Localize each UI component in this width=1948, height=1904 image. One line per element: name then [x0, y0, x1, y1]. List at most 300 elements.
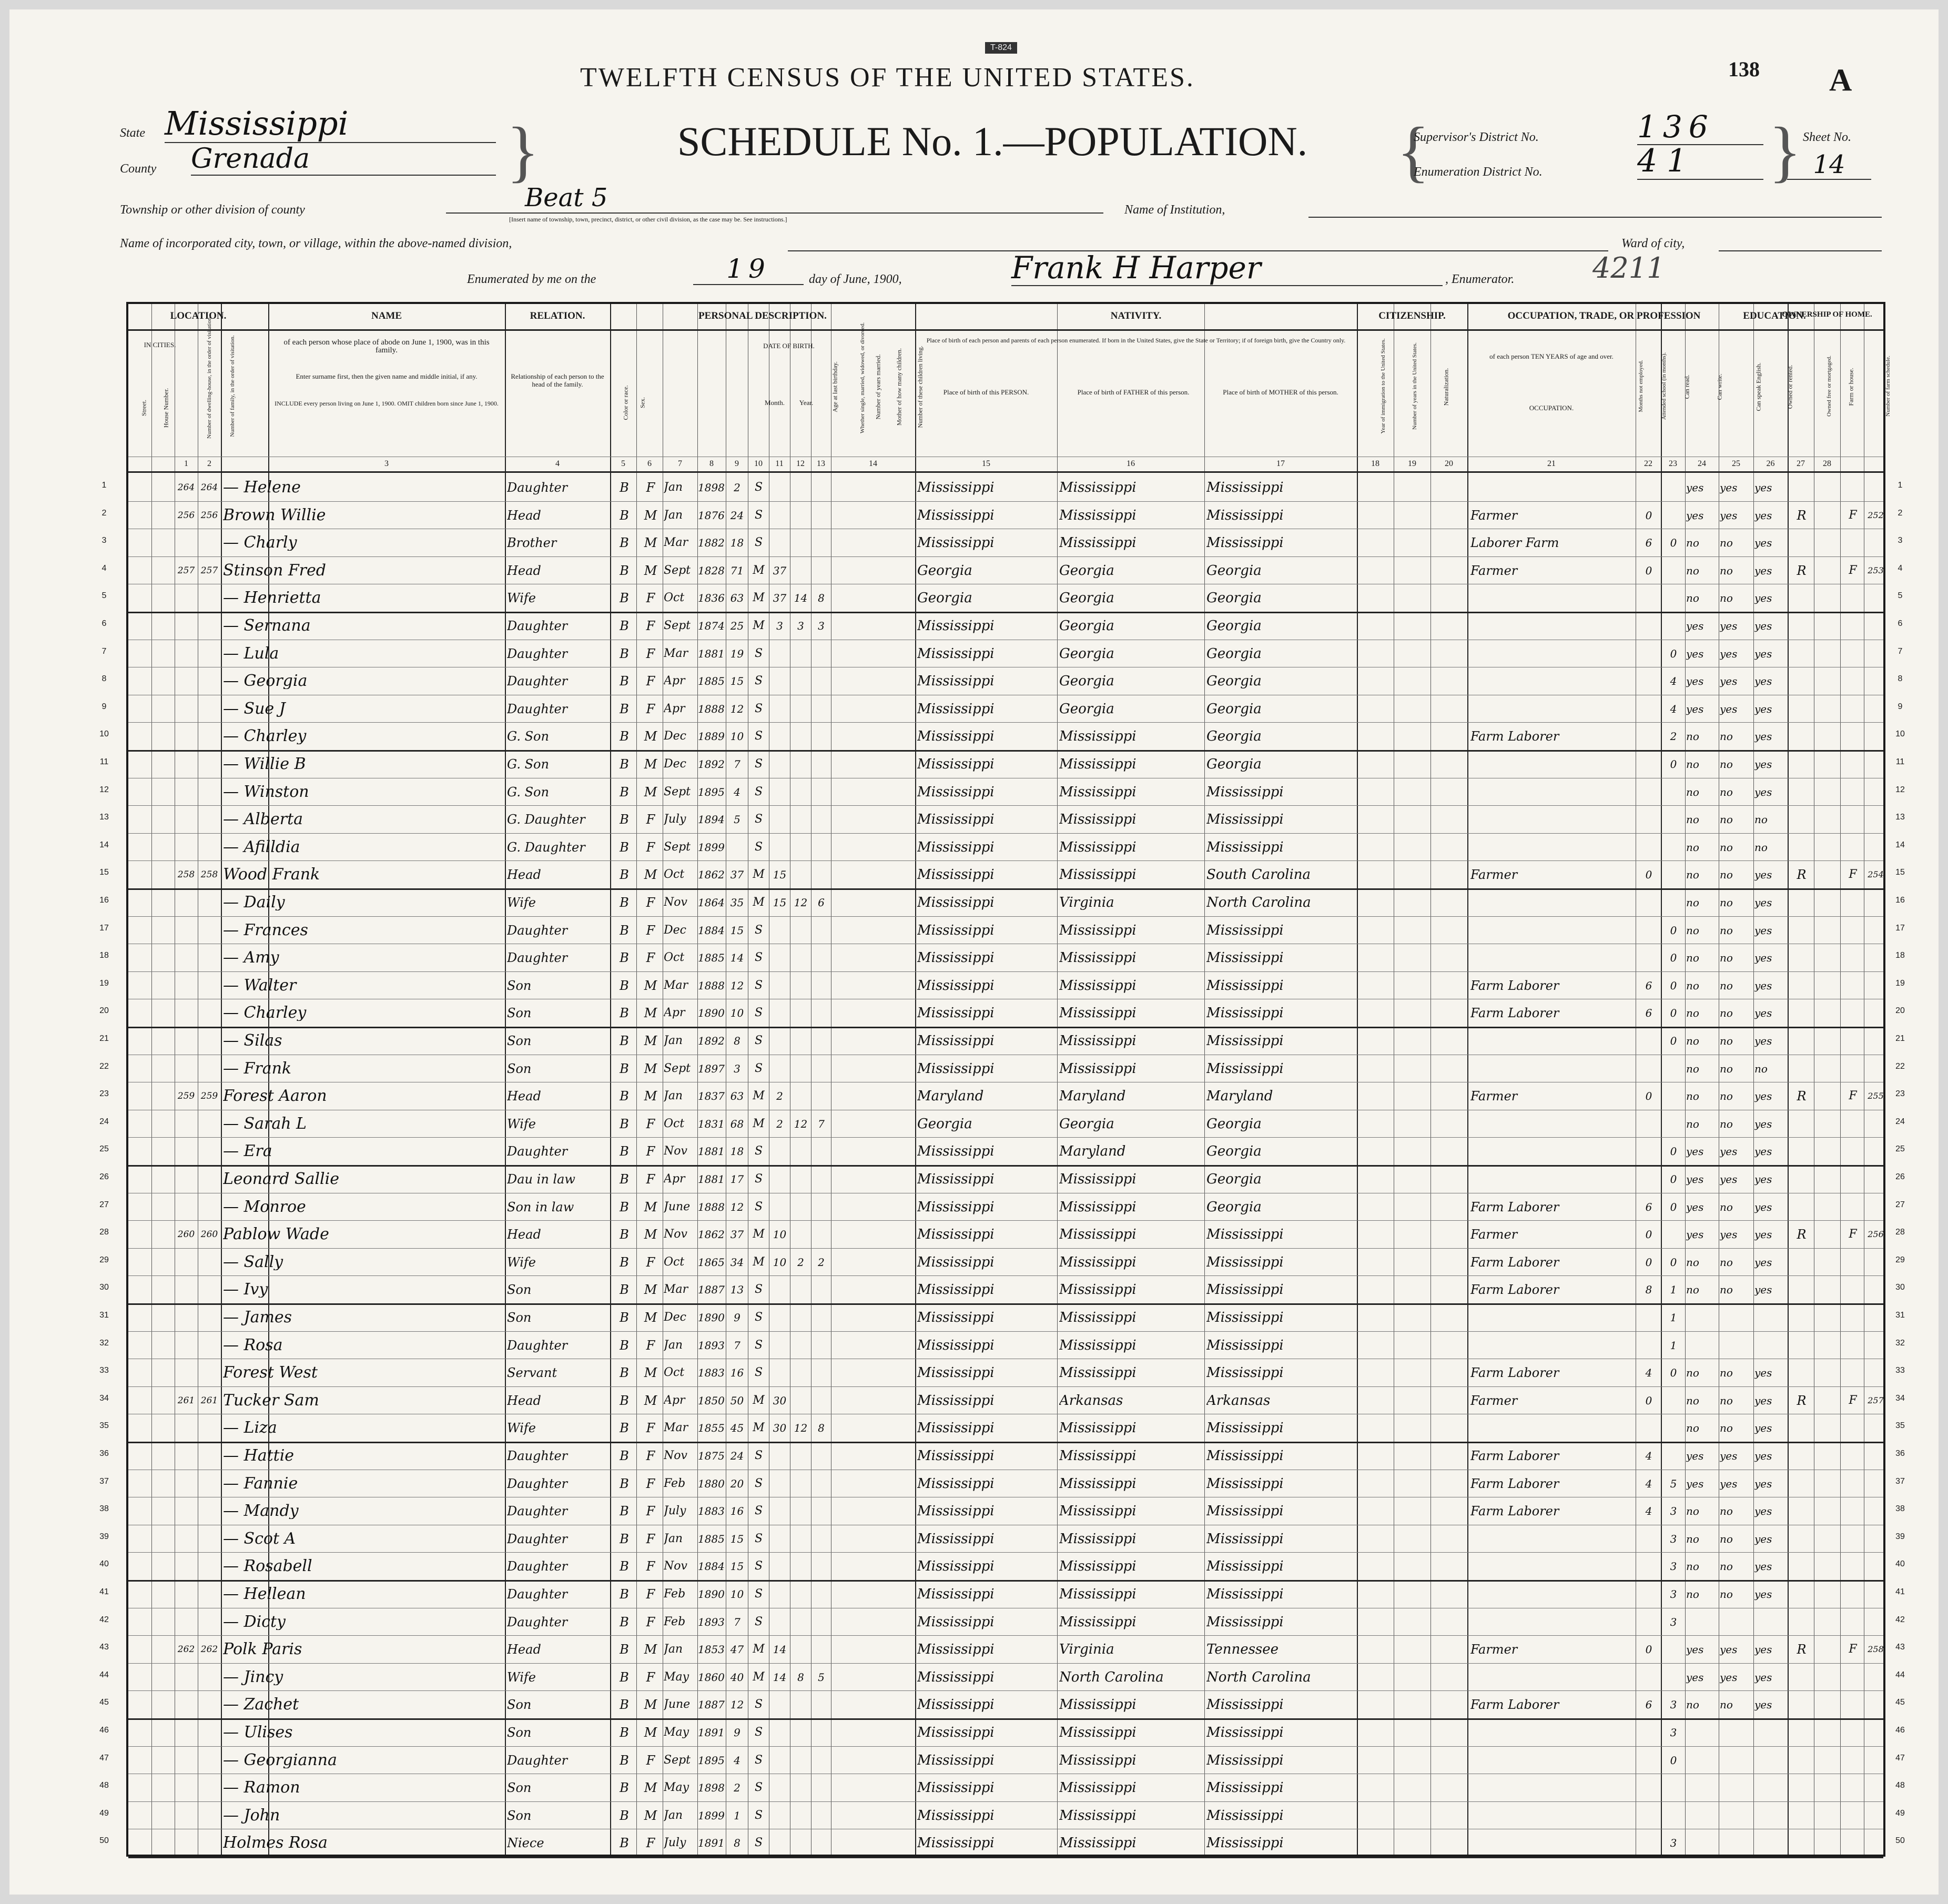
relation: Daughter [507, 923, 568, 938]
age: 4 [734, 785, 740, 798]
can-speak-english: no [1754, 813, 1768, 826]
mother-of [790, 1835, 811, 1851]
birthplace-mother: Georgia [1206, 701, 1262, 717]
column-number: 7 [678, 459, 682, 468]
birthplace-mother: Georgia [1206, 1143, 1262, 1160]
birthplace-father: Mississippi [1059, 1254, 1137, 1270]
birthplace-mother: Mississippi [1206, 1586, 1284, 1602]
dwelling-number [175, 1033, 198, 1049]
farm-or-house [1842, 1697, 1864, 1713]
marital-status: S [754, 1061, 763, 1075]
column-rule [610, 304, 611, 1855]
children-living [811, 1061, 831, 1077]
row-rule [128, 1165, 1883, 1167]
sex: F [646, 1116, 655, 1131]
months-not-employed [1637, 480, 1661, 495]
years-married [769, 784, 790, 800]
sex: F [646, 701, 655, 716]
years-married [769, 1282, 790, 1298]
county-value: Grenada [191, 143, 496, 176]
age: 12 [730, 1698, 744, 1711]
birthplace-person: Mississippi [917, 1392, 995, 1409]
birth-month: Nov [664, 1559, 687, 1573]
can-read: no [1686, 1090, 1699, 1103]
family-number [198, 1282, 221, 1298]
farm-schedule-number [1864, 590, 1888, 606]
can-read: yes [1686, 675, 1704, 688]
birthplace-father: Mississippi [1059, 1725, 1137, 1740]
birth-year: 1862 [698, 1228, 725, 1241]
years-married [769, 1808, 790, 1824]
can-speak-label: Can speak English. [1754, 362, 1762, 411]
line-number-right: 24 [1895, 1117, 1905, 1126]
can-read: yes [1686, 509, 1704, 522]
mother-of [790, 563, 811, 579]
age: 14 [730, 951, 744, 965]
dwelling-number [175, 923, 198, 938]
birthplace-father: Mississippi [1059, 1199, 1137, 1215]
column-rule [1357, 304, 1358, 1855]
column-rule [1753, 304, 1754, 1855]
months-school [1662, 784, 1685, 800]
children-living [811, 1005, 831, 1021]
family-number: 259 [200, 1091, 218, 1102]
owned-rented [1789, 1835, 1814, 1851]
dwelling-number [175, 1061, 198, 1077]
birth-year: 1892 [698, 758, 725, 771]
line-number: 23 [99, 1089, 109, 1099]
can-read: yes [1686, 1670, 1704, 1684]
months-not-employed: 0 [1645, 1394, 1652, 1407]
months-school: 0 [1670, 1366, 1677, 1380]
age: 68 [730, 1117, 744, 1130]
relation: Wife [507, 1116, 536, 1131]
family-number [198, 646, 221, 662]
birth-month: Oct [664, 591, 685, 605]
birth-month: June [664, 1698, 691, 1711]
sex: M [644, 1808, 657, 1823]
owned-rented [1789, 1254, 1814, 1270]
months-not-employed [1637, 1669, 1661, 1685]
can-write: no [1720, 536, 1733, 550]
family-number [198, 1531, 221, 1547]
row-rule [128, 1137, 1883, 1138]
farm-schedule-number: 258 [1868, 1644, 1884, 1655]
color-race: B [620, 1061, 629, 1076]
family-number [198, 701, 221, 717]
occupation: Farm Laborer [1470, 1449, 1559, 1463]
months-school: 2 [1670, 730, 1677, 743]
sex: F [646, 950, 655, 966]
age: 24 [730, 509, 744, 522]
birthplace-person: Mississippi [917, 867, 995, 883]
family-number [198, 1503, 221, 1519]
sex: F [646, 591, 655, 606]
can-speak-english: yes [1754, 1200, 1772, 1213]
mother-of [790, 784, 811, 800]
marital-status: S [754, 1698, 763, 1711]
can-write: yes [1720, 1477, 1738, 1490]
marital-status: S [754, 536, 763, 550]
mother-of [790, 923, 811, 938]
owned-rented [1789, 1558, 1814, 1574]
years-married [769, 1503, 790, 1519]
children-living [811, 701, 831, 717]
relation: Wife [507, 1421, 536, 1436]
months-school: 0 [1670, 536, 1677, 550]
mother-of: 12 [794, 1422, 808, 1435]
birthplace-mother: Mississippi [1206, 1227, 1284, 1243]
owned-rented [1789, 1338, 1814, 1353]
years-married [769, 1365, 790, 1381]
birth-year: 1883 [698, 1505, 725, 1518]
birthplace-father: Virginia [1059, 1642, 1114, 1658]
family-number [198, 535, 221, 551]
birth-month: Dec [664, 757, 686, 771]
can-read: yes [1686, 1643, 1704, 1656]
can-read: no [1686, 924, 1699, 937]
mother-of [790, 867, 811, 883]
person-name: — Fannie [223, 1475, 298, 1492]
age: 2 [734, 1781, 740, 1795]
can-write: no [1720, 564, 1733, 577]
column-number: 12 [796, 459, 805, 468]
can-speak-english: yes [1754, 1560, 1772, 1573]
family-number [198, 590, 221, 606]
can-write: no [1720, 1200, 1733, 1213]
birthplace-father: Mississippi [1059, 480, 1137, 495]
farm-or-house [1842, 535, 1864, 551]
farm-schedule-number [1864, 756, 1888, 772]
mother-of [790, 646, 811, 662]
birthplace-father: Georgia [1059, 1116, 1114, 1132]
years-married [769, 1835, 790, 1851]
occupation [1470, 480, 1636, 495]
color-race: B [620, 784, 629, 799]
marital-status: S [754, 508, 763, 522]
heading-name: NAME [371, 310, 402, 321]
months-not-employed [1637, 1558, 1661, 1574]
can-write: yes [1720, 481, 1738, 494]
marital-status: S [754, 1200, 763, 1213]
birthplace-father: Mississippi [1059, 1337, 1137, 1353]
children-living: 2 [818, 1255, 825, 1269]
farm-schedule-number [1864, 895, 1888, 910]
owned-rented [1789, 1448, 1814, 1464]
farm-or-house [1842, 1503, 1864, 1519]
months-school: 0 [1670, 1173, 1677, 1186]
immigration-label: Year of immigration to the United States. [1380, 338, 1386, 434]
color-race: B [620, 1753, 629, 1768]
pob-person-label: Place of birth of this PERSON. [943, 388, 1029, 396]
owned-rented [1789, 1531, 1814, 1547]
column-rule [1685, 304, 1686, 1855]
birth-month: May [664, 1726, 689, 1739]
can-write: no [1720, 1007, 1733, 1020]
birth-year: 1899 [698, 840, 725, 854]
months-not-employed [1637, 1338, 1661, 1353]
can-write [1720, 1725, 1753, 1740]
row-rule [128, 750, 1883, 752]
birthplace-mother: Georgia [1206, 590, 1262, 606]
can-write: no [1720, 1532, 1733, 1545]
years-married [769, 812, 790, 827]
can-write: yes [1720, 675, 1738, 688]
can-read: no [1686, 758, 1699, 771]
mother-of: 8 [797, 1670, 804, 1684]
birthplace-mother: Mississippi [1206, 1475, 1284, 1492]
family-number [198, 1476, 221, 1492]
birthplace-father: Mississippi [1059, 950, 1137, 966]
can-read: no [1686, 1394, 1699, 1407]
line-number: 30 [99, 1283, 109, 1292]
farm-or-house [1842, 618, 1864, 634]
dwelling-number [175, 646, 198, 662]
marital-status: S [754, 730, 763, 743]
line-number: 42 [99, 1615, 109, 1624]
farm-or-house [1842, 895, 1864, 910]
line-number-right: 2 [1898, 508, 1903, 518]
person-name: — Jincy [223, 1669, 283, 1685]
relation: Daughter [507, 1504, 568, 1519]
birthplace-person: Mississippi [917, 1642, 995, 1658]
birthplace-mother: North Carolina [1206, 1669, 1311, 1685]
owned-rented [1789, 1586, 1814, 1602]
dwelling-number: 260 [177, 1229, 195, 1240]
months-not-employed: 0 [1645, 564, 1652, 577]
months-not-employed-label: Months not employed. [1638, 360, 1644, 412]
line-number-right: 26 [1895, 1172, 1905, 1181]
line-number-right: 4 [1898, 563, 1903, 573]
sex: F [646, 1614, 655, 1629]
birthplace-mother: Mississippi [1206, 1558, 1284, 1575]
marital-status: M [753, 1670, 765, 1684]
years-married [769, 1531, 790, 1547]
line-number-right: 43 [1895, 1643, 1905, 1652]
age: 40 [730, 1670, 744, 1684]
mother-of [790, 1697, 811, 1713]
months-school: 0 [1670, 979, 1677, 992]
years-married: 10 [773, 1228, 787, 1241]
color-race: B [620, 508, 629, 523]
can-read [1686, 1753, 1719, 1768]
marital-status: S [754, 785, 763, 798]
can-speak-english: yes [1754, 536, 1772, 550]
farm-schedule-number [1864, 812, 1888, 827]
mother-of [790, 1476, 811, 1492]
sex: F [646, 480, 655, 495]
dwelling-number: 257 [177, 565, 195, 576]
person-name: Stinson Fred [223, 562, 326, 579]
person-name: — Lula [223, 645, 279, 662]
line-number: 38 [99, 1504, 109, 1514]
months-school [1662, 508, 1685, 523]
year-label: Year. [799, 399, 814, 407]
farm-or-house [1842, 756, 1864, 772]
column-number: 15 [982, 459, 990, 468]
owned-rented [1789, 701, 1814, 717]
birth-year: 1892 [698, 1035, 725, 1047]
state-value: Mississippi [165, 105, 496, 143]
farm-or-house [1842, 1199, 1864, 1215]
line-number-right: 42 [1895, 1615, 1905, 1624]
farm-schedule-number [1864, 1531, 1888, 1547]
county-label: County [120, 162, 157, 176]
line-number-right: 44 [1895, 1670, 1905, 1679]
months-school [1662, 480, 1685, 495]
farm-schedule-label: Number of farm schedule. [1885, 356, 1891, 417]
sex: M [644, 1061, 657, 1076]
dwelling-number [175, 701, 198, 717]
marital-status: M [753, 868, 765, 882]
farm-or-house [1842, 1365, 1864, 1381]
can-write: no [1720, 785, 1733, 798]
name-instr: Enter surname first, then the given name and middle initial, if any. [296, 372, 478, 380]
person-name: Forest Aaron [223, 1088, 327, 1105]
sheet-letter: A [1829, 63, 1852, 97]
occupation [1470, 1420, 1636, 1436]
relation: Head [507, 867, 541, 883]
months-not-employed: 4 [1645, 1366, 1652, 1380]
sex: M [644, 729, 657, 744]
person-name: — Frank [223, 1060, 292, 1077]
age: 3 [734, 1062, 740, 1075]
owned-rented [1789, 1697, 1814, 1713]
months-not-employed [1637, 1835, 1661, 1851]
months-school: 0 [1670, 758, 1677, 771]
family-number [198, 1780, 221, 1796]
birthplace-person: Mississippi [917, 645, 995, 662]
birthplace-father: Georgia [1059, 618, 1114, 634]
farm-or-house [1842, 1753, 1864, 1768]
age: 45 [730, 1422, 744, 1435]
can-write: yes [1720, 509, 1738, 522]
months-school: 3 [1670, 1532, 1677, 1545]
column-number: 25 [1732, 459, 1740, 468]
birthplace-person: Mississippi [917, 1033, 995, 1049]
can-write: no [1720, 1255, 1733, 1269]
children-living [811, 950, 831, 966]
line-number: 8 [102, 674, 107, 684]
row-rule [128, 1442, 1883, 1443]
can-read [1686, 1725, 1719, 1740]
brace-right-2: } [1769, 114, 1802, 189]
children-living [811, 480, 831, 495]
children-living [811, 978, 831, 994]
line-number-right: 20 [1895, 1006, 1905, 1016]
line-number-right: 32 [1895, 1338, 1905, 1348]
birth-year: 1888 [698, 1200, 725, 1213]
months-school: 3 [1670, 1505, 1677, 1518]
years-married [769, 1061, 790, 1077]
children-living [811, 1614, 831, 1630]
years-married: 10 [773, 1255, 787, 1269]
birth-year: 1893 [698, 1615, 725, 1628]
color-race: B [620, 1587, 629, 1602]
line-number-right: 15 [1895, 868, 1905, 877]
can-speak-english: yes [1754, 1477, 1772, 1490]
person-name: — Ivy [223, 1282, 268, 1298]
children-living [811, 1558, 831, 1574]
birth-year: 1862 [698, 868, 725, 882]
birthplace-mother: Mississippi [1206, 1365, 1284, 1381]
can-read [1686, 1310, 1719, 1325]
birthplace-person: Mississippi [917, 728, 995, 745]
months-not-employed: 0 [1645, 868, 1652, 882]
column-number: 20 [1445, 459, 1453, 468]
column-rule [636, 304, 637, 1855]
owned-rented [1789, 590, 1814, 606]
months-not-employed: 8 [1645, 1283, 1652, 1297]
can-speak-english: yes [1754, 868, 1772, 882]
can-write: yes [1720, 1643, 1738, 1656]
children-living [811, 756, 831, 772]
relation: Head [507, 1393, 541, 1408]
line-number: 45 [99, 1698, 109, 1707]
column-number: 3 [384, 459, 389, 468]
birth-month: Sept [664, 1753, 691, 1767]
line-number-right: 11 [1895, 757, 1905, 766]
can-speak-english: yes [1754, 979, 1772, 992]
birth-year: 1864 [698, 896, 725, 909]
age [726, 839, 748, 855]
farm-or-house [1842, 1420, 1864, 1436]
column-number: 5 [621, 459, 625, 468]
color-race: B [620, 1089, 629, 1104]
can-speak-english: yes [1754, 647, 1772, 660]
farm-or-house [1842, 1338, 1864, 1353]
age: 7 [734, 1615, 740, 1628]
birthplace-father: Maryland [1059, 1088, 1126, 1105]
relation: Wife [507, 591, 536, 606]
can-speak-english: yes [1754, 481, 1772, 494]
line-number: 12 [99, 785, 109, 794]
can-write: yes [1720, 620, 1738, 632]
farm-schedule-number [1864, 1365, 1888, 1381]
farm-schedule-number [1864, 1005, 1888, 1021]
years-married [769, 978, 790, 994]
birthplace-mother: Mississippi [1206, 1503, 1284, 1520]
family-number: 261 [200, 1395, 218, 1406]
line-number-right: 49 [1895, 1808, 1905, 1818]
birth-month: July [664, 813, 686, 826]
can-read: no [1686, 785, 1699, 798]
can-read: yes [1686, 1477, 1704, 1490]
age: 15 [730, 1532, 744, 1545]
months-not-employed [1637, 839, 1661, 855]
birthplace-father: Mississippi [1059, 728, 1137, 745]
family-number [198, 784, 221, 800]
ward-label: Ward of city, [1621, 237, 1685, 250]
line-number-right: 33 [1895, 1366, 1905, 1375]
birthplace-father: Georgia [1059, 562, 1114, 579]
marital-status: S [754, 1615, 763, 1628]
birthplace-person: Mississippi [917, 1060, 995, 1077]
farm-or-house [1842, 1808, 1864, 1824]
age: 12 [730, 979, 744, 992]
can-write: yes [1720, 1228, 1738, 1241]
mother-of [790, 1586, 811, 1602]
sheet-value: 14 [1787, 150, 1871, 180]
birth-year: 1897 [698, 1062, 725, 1075]
sex: F [646, 1531, 655, 1546]
occupation [1470, 1808, 1636, 1824]
years-married [769, 1310, 790, 1325]
can-write: yes [1720, 1145, 1738, 1158]
dwelling-number [175, 978, 198, 994]
line-number-right: 8 [1898, 674, 1903, 684]
can-write: no [1720, 1366, 1733, 1380]
